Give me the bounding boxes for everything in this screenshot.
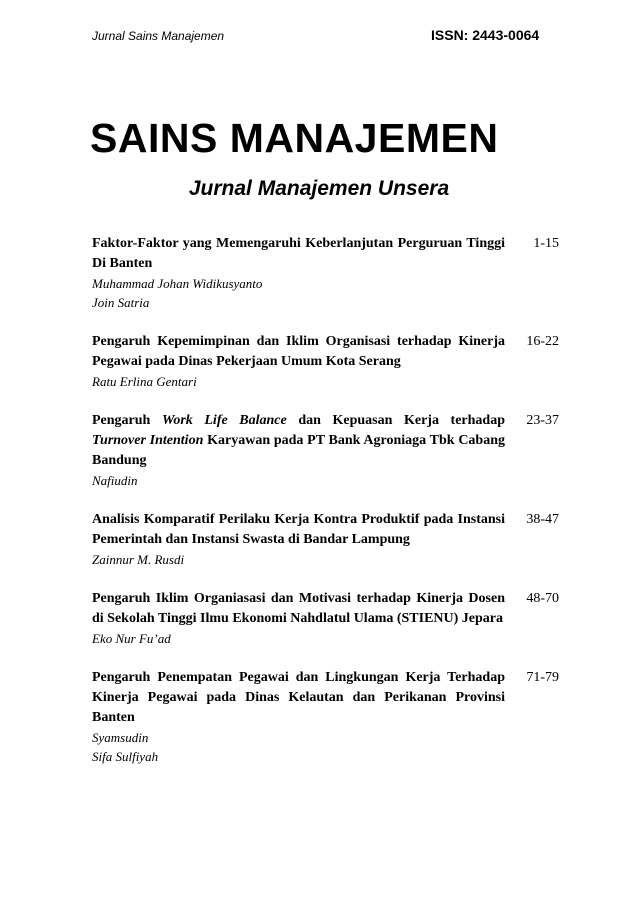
article-title-part: dan Kepuasan Kerja terhadap	[286, 413, 505, 428]
article-author: Syamsudin	[92, 730, 149, 745]
toc-entry	[92, 589, 562, 648]
page-range: 48-70	[526, 591, 559, 606]
table-of-contents	[92, 234, 562, 786]
article-title	[92, 332, 505, 372]
article-author: Zainnur M. Rusdi	[92, 552, 185, 567]
article-title-part: Pengaruh Penempatan Pegawai dan Lingkungan Kerja Terhadap Kinerja Pegawai pada Dinas Kelautan dan Perikanan Provinsi Banten	[92, 670, 505, 725]
toc-entry	[92, 332, 562, 391]
article-title-part: Faktor-Faktor yang Memengaruhi Keberlanjutan Perguruan Tinggi Di Banten	[92, 236, 505, 271]
article-title-part: Pengaruh	[92, 413, 162, 428]
toc-entry	[92, 510, 562, 569]
journal-name: Jurnal Sains Manajemen	[92, 29, 225, 43]
toc-entry	[92, 668, 562, 766]
article-author: Eko Nur Fu’ad	[92, 631, 171, 646]
toc-entry	[92, 411, 562, 490]
running-header	[92, 25, 562, 45]
article-title	[92, 510, 505, 550]
page-range: 1-15	[533, 236, 559, 251]
masthead-title: SAINS MANAJEMEN	[90, 115, 499, 161]
article-author: Nafiudin	[92, 473, 138, 488]
article-title	[92, 589, 505, 629]
article-title-part: Pengaruh Iklim Organiasasi dan Motivasi terhadap Kinerja Dosen di Sekolah Tinggi Ilmu Ekonomi Nahdlatul Ulama (STIENU) Jepara	[92, 591, 505, 626]
issn-number: ISSN: 2443-0064	[431, 27, 540, 43]
article-title-italic-part: Turnover Intention	[92, 433, 204, 448]
article-title	[92, 234, 505, 274]
masthead-subtitle: Jurnal Manajemen Unsera	[188, 177, 450, 200]
article-author: Muhammad Johan Widikusyanto	[92, 276, 263, 291]
page-range: 16-22	[526, 334, 559, 349]
article-author: Ratu Erlina Gentari	[92, 374, 197, 389]
page-range: 38-47	[526, 512, 559, 527]
article-title	[92, 668, 505, 728]
page-range: 23-37	[526, 413, 559, 428]
article-title-italic-part: Work Life Balance	[161, 413, 287, 428]
article-author: Join Satria	[92, 295, 150, 310]
article-title	[92, 411, 505, 471]
article-title-part: Analisis Komparatif Perilaku Kerja Kontra Produktif pada Instansi Pemerintah dan Instansi Swasta di Bandar Lampung	[92, 512, 505, 547]
article-author: Sifa Sulfiyah	[92, 749, 159, 764]
page-range: 71-79	[526, 670, 559, 685]
toc-entry	[92, 234, 562, 312]
article-title-part: Pengaruh Kepemimpinan dan Iklim Organisasi terhadap Kinerja Pegawai pada Dinas Pekerjaan Umum Kota Serang	[92, 334, 505, 369]
article-title-part: Karyawan pada PT Bank Agroniaga Tbk Cabang Bandung	[92, 433, 506, 468]
